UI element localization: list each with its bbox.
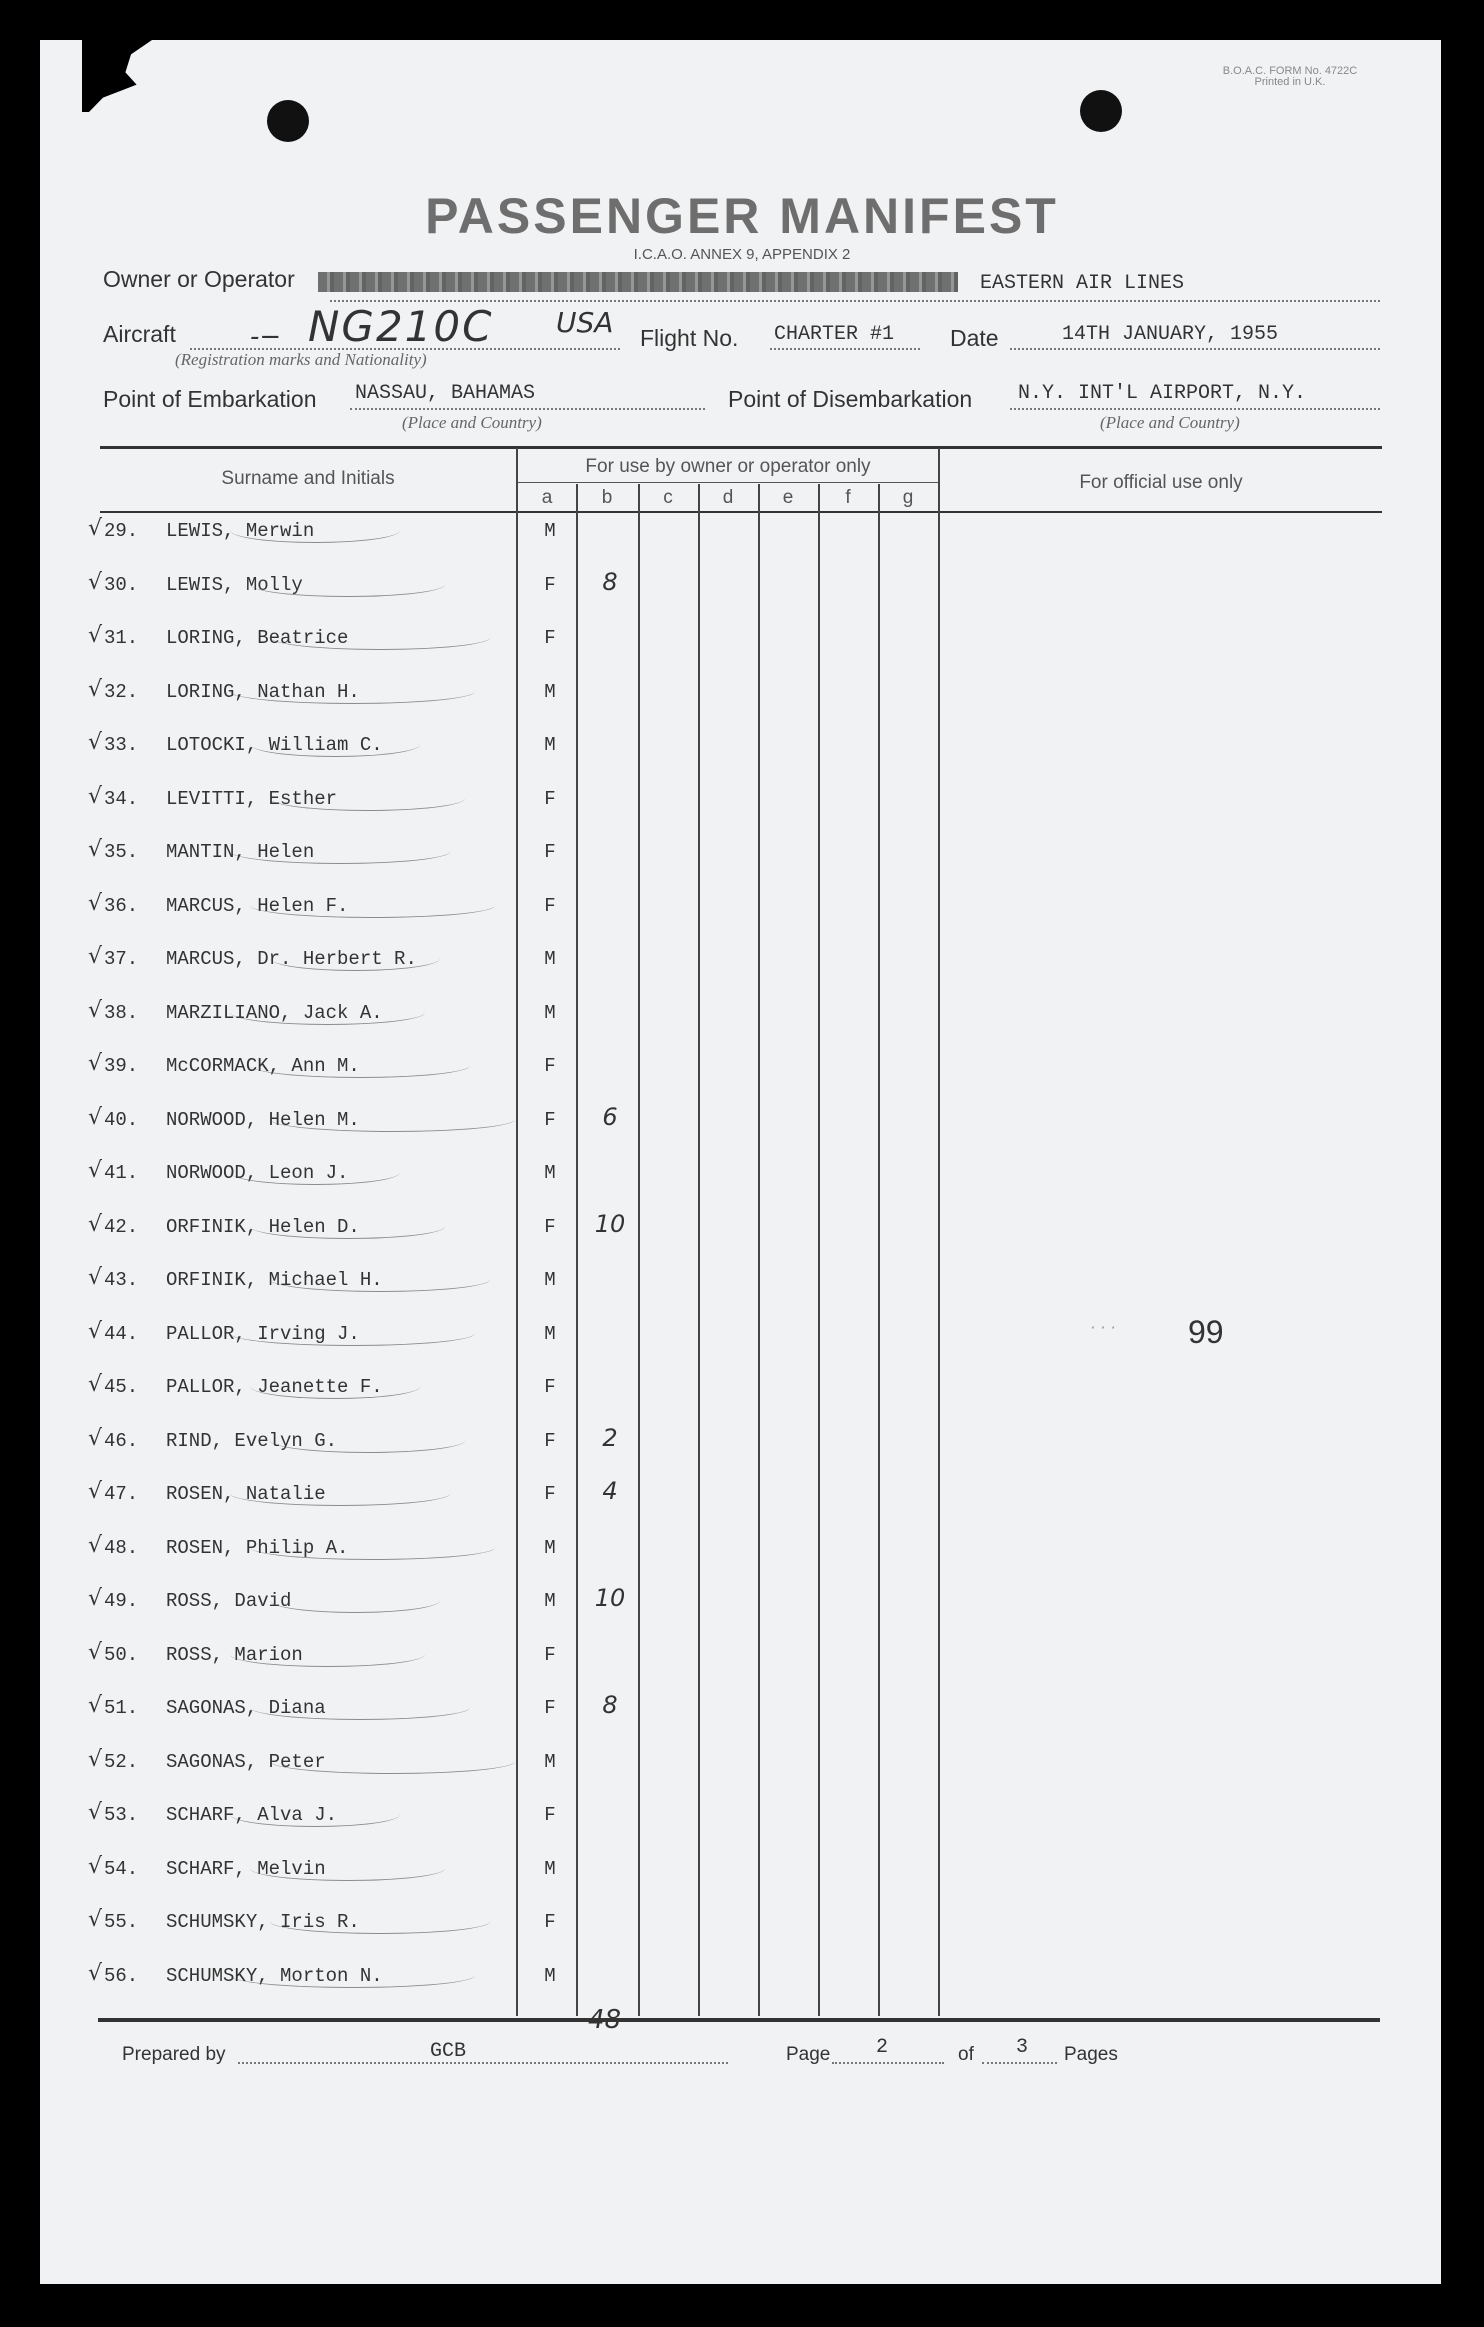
checkmark-icon: √ bbox=[88, 1212, 103, 1237]
passenger-name: ROSEN, Natalie bbox=[166, 1483, 326, 1505]
checkmark-icon: √ bbox=[88, 784, 103, 809]
passenger-sex: M bbox=[544, 1323, 556, 1345]
table-row bbox=[0, 730, 1484, 764]
row-number: 32. bbox=[104, 681, 139, 703]
pen-stroke bbox=[230, 1642, 425, 1667]
table-row bbox=[0, 1424, 1484, 1460]
column-b-value: 4 bbox=[602, 1477, 618, 1505]
row-number: 52. bbox=[104, 1751, 139, 1773]
table-row bbox=[0, 1533, 1484, 1567]
passenger-sex: M bbox=[544, 1269, 556, 1291]
prepared-line bbox=[238, 2062, 728, 2064]
checkmark-icon: √ bbox=[88, 837, 103, 862]
passenger-name: ROSEN, Philip A. bbox=[166, 1537, 349, 1559]
checkmark-icon: √ bbox=[88, 730, 103, 755]
checkmark-icon: √ bbox=[88, 570, 103, 595]
col-divider bbox=[638, 484, 640, 2016]
passenger-name: LOTOCKI, William C. bbox=[166, 734, 383, 756]
faint-mark: · · · bbox=[1090, 1318, 1116, 1337]
passenger-name: SCHARF, Melvin bbox=[166, 1858, 326, 1880]
header-bottom-rule bbox=[100, 511, 1382, 513]
passenger-sex: F bbox=[544, 1911, 556, 1933]
table-row bbox=[0, 1477, 1484, 1513]
aircraft-nationality: USA bbox=[556, 306, 614, 339]
embarkation-value: NASSAU, BAHAMAS bbox=[355, 382, 536, 405]
table-row bbox=[0, 1103, 1484, 1139]
checkmark-icon: √ bbox=[88, 1907, 103, 1932]
passenger-name: MARCUS, Dr. Herbert R. bbox=[166, 948, 417, 970]
column-b-value: 8 bbox=[602, 568, 618, 596]
table-row bbox=[0, 1051, 1484, 1085]
passenger-name: SCHUMSKY, Morton N. bbox=[166, 1965, 383, 1987]
checkmark-icon: √ bbox=[88, 1319, 103, 1344]
pen-stroke bbox=[230, 1160, 400, 1185]
pages-label: Pages bbox=[1064, 2044, 1118, 2065]
aircraft-note: (Registration marks and Nationality) bbox=[175, 350, 427, 369]
col-divider bbox=[878, 484, 880, 2016]
table-row bbox=[0, 784, 1484, 818]
row-number: 43. bbox=[104, 1269, 139, 1291]
checkmark-icon: √ bbox=[88, 1693, 103, 1718]
passenger-sex: F bbox=[544, 1216, 556, 1238]
passenger-name: RIND, Evelyn G. bbox=[166, 1430, 338, 1452]
pen-stroke bbox=[230, 839, 450, 864]
passenger-sex: F bbox=[544, 1804, 556, 1826]
checkmark-icon: √ bbox=[88, 1479, 103, 1504]
row-number: 38. bbox=[104, 1002, 139, 1024]
checkmark-icon: √ bbox=[88, 1640, 103, 1665]
embarkation-line bbox=[350, 408, 705, 410]
passenger-sex: F bbox=[544, 1430, 556, 1452]
passenger-name: SAGONAS, Diana bbox=[166, 1697, 326, 1719]
row-number: 42. bbox=[104, 1216, 139, 1238]
passenger-sex: F bbox=[544, 895, 556, 917]
sub-col-b: b bbox=[601, 487, 613, 508]
sub-col-f: f bbox=[845, 487, 851, 508]
pen-stroke bbox=[250, 1214, 445, 1239]
disembarkation-note: (Place and Country) bbox=[1100, 413, 1240, 432]
table-row bbox=[0, 1372, 1484, 1406]
owner-label: Owner or Operator bbox=[103, 266, 295, 292]
pen-stroke bbox=[230, 1802, 400, 1827]
sub-col-g: g bbox=[902, 487, 914, 508]
of-line bbox=[982, 2062, 1057, 2064]
passenger-name: LEVITTI, Esther bbox=[166, 788, 338, 810]
page-label: Page bbox=[786, 2044, 831, 2065]
owner-subheader-rule bbox=[518, 482, 938, 483]
flight-label: Flight No. bbox=[640, 325, 739, 351]
checkmark-icon: √ bbox=[88, 1265, 103, 1290]
row-number: 41. bbox=[104, 1162, 139, 1184]
passenger-sex: M bbox=[544, 1537, 556, 1559]
row-number: 54. bbox=[104, 1858, 139, 1880]
page-subtitle: I.C.A.O. ANNEX 9, APPENDIX 2 bbox=[633, 246, 851, 263]
checkmark-icon: √ bbox=[88, 1586, 103, 1611]
disembarkation-line bbox=[1010, 408, 1380, 410]
checkmark-icon: √ bbox=[88, 1961, 103, 1986]
owner-value: EASTERN AIR LINES bbox=[980, 272, 1185, 295]
table-row bbox=[0, 516, 1484, 550]
pen-stroke bbox=[230, 1321, 475, 1346]
passenger-name: LORING, Nathan H. bbox=[166, 681, 360, 703]
pen-stroke bbox=[270, 1428, 465, 1453]
checkmark-icon: √ bbox=[88, 1051, 103, 1076]
table-row bbox=[0, 1584, 1484, 1620]
passenger-name: SCHUMSKY, Iris R. bbox=[166, 1911, 360, 1933]
disembarkation-label: Point of Disembarkation bbox=[728, 386, 973, 412]
of-value: 3 bbox=[1016, 2036, 1029, 2059]
row-number: 44. bbox=[104, 1323, 139, 1345]
checkmark-icon: √ bbox=[88, 1158, 103, 1183]
passenger-sex: F bbox=[544, 1055, 556, 1077]
table-row bbox=[0, 944, 1484, 978]
table-row bbox=[0, 1961, 1484, 1995]
pen-stroke bbox=[270, 1909, 490, 1934]
row-number: 47. bbox=[104, 1483, 139, 1505]
passenger-name: SCHARF, Alva J. bbox=[166, 1804, 338, 1826]
b-column-total: 48 bbox=[588, 2005, 622, 2035]
row-number: 36. bbox=[104, 895, 139, 917]
aircraft-label: Aircraft bbox=[103, 321, 176, 347]
date-label: Date bbox=[950, 325, 999, 351]
passenger-name: ORFINIK, Helen D. bbox=[166, 1216, 360, 1238]
date-value: 14TH JANUARY, 1955 bbox=[1062, 323, 1279, 346]
passenger-sex: M bbox=[544, 1751, 556, 1773]
passenger-sex: F bbox=[544, 788, 556, 810]
passenger-name: MARZILIANO, Jack A. bbox=[166, 1002, 383, 1024]
checkmark-icon: √ bbox=[88, 623, 103, 648]
passenger-name: ROSS, David bbox=[166, 1590, 292, 1612]
passenger-name: ORFINIK, Michael H. bbox=[166, 1269, 383, 1291]
row-number: 31. bbox=[104, 627, 139, 649]
row-number: 30. bbox=[104, 574, 139, 596]
checkmark-icon: √ bbox=[88, 1747, 103, 1772]
row-number: 46. bbox=[104, 1430, 139, 1452]
passenger-sex: M bbox=[544, 1965, 556, 1987]
row-number: 37. bbox=[104, 948, 139, 970]
table-row bbox=[0, 623, 1484, 657]
passenger-sex: F bbox=[544, 574, 556, 596]
col-divider bbox=[576, 484, 578, 2016]
pen-stroke bbox=[270, 1588, 440, 1613]
pen-stroke bbox=[250, 572, 445, 597]
passenger-sex: F bbox=[544, 627, 556, 649]
flight-line bbox=[770, 348, 920, 350]
passenger-sex: F bbox=[544, 1697, 556, 1719]
col-divider bbox=[818, 484, 820, 2016]
checkmark-icon: √ bbox=[88, 1426, 103, 1451]
passenger-name: PALLOR, Irving J. bbox=[166, 1323, 360, 1345]
table-row bbox=[0, 1747, 1484, 1781]
row-number: 53. bbox=[104, 1804, 139, 1826]
table-row bbox=[0, 568, 1484, 604]
column-b-value: 6 bbox=[602, 1103, 618, 1131]
row-number: 33. bbox=[104, 734, 139, 756]
column-b-value: 2 bbox=[602, 1424, 618, 1452]
pen-stroke bbox=[250, 1695, 470, 1720]
row-number: 34. bbox=[104, 788, 139, 810]
passenger-name: SAGONAS, Peter bbox=[166, 1751, 326, 1773]
table-bottom-rule bbox=[98, 2018, 1380, 2022]
row-number: 45. bbox=[104, 1376, 139, 1398]
prepared-label: Prepared by bbox=[122, 2044, 226, 2065]
passenger-name: PALLOR, Jeanette F. bbox=[166, 1376, 383, 1398]
pen-stroke bbox=[230, 518, 400, 543]
page-title: PASSENGER MANIFEST bbox=[425, 188, 1059, 244]
checkmark-icon: √ bbox=[88, 1372, 103, 1397]
pen-stroke bbox=[270, 1267, 490, 1292]
pen-stroke bbox=[230, 1000, 425, 1025]
col-official-header: For official use only bbox=[1079, 472, 1243, 493]
checkmark-icon: √ bbox=[88, 891, 103, 916]
aircraft-registration: NG210C bbox=[308, 302, 494, 351]
passenger-sex: F bbox=[544, 1109, 556, 1131]
passenger-name: McCORMACK, Ann M. bbox=[166, 1055, 360, 1077]
passenger-sex: M bbox=[544, 734, 556, 756]
table-row bbox=[0, 1319, 1484, 1353]
pen-stroke bbox=[250, 1053, 470, 1078]
sub-col-e: e bbox=[782, 487, 794, 508]
passenger-name: NORWOOD, Helen M. bbox=[166, 1109, 360, 1131]
flight-value: CHARTER #1 bbox=[774, 323, 895, 346]
embarkation-label: Point of Embarkation bbox=[103, 386, 317, 412]
row-number: 40. bbox=[104, 1109, 139, 1131]
table-row bbox=[0, 891, 1484, 925]
table-row bbox=[0, 1854, 1484, 1888]
passenger-name: MARCUS, Helen F. bbox=[166, 895, 349, 917]
table-row bbox=[0, 1691, 1484, 1727]
of-label: of bbox=[958, 2044, 974, 2065]
col-owner-header: For use by owner or operator only bbox=[585, 456, 871, 477]
disembarkation-value: N.Y. INT'L AIRPORT, N.Y. bbox=[1018, 382, 1307, 405]
pen-stroke bbox=[270, 625, 490, 650]
pen-stroke bbox=[230, 1963, 475, 1988]
table-row bbox=[0, 998, 1484, 1032]
pen-stroke bbox=[270, 786, 465, 811]
column-b-value: 8 bbox=[602, 1691, 618, 1719]
pen-stroke bbox=[250, 1374, 420, 1399]
table-row bbox=[0, 1210, 1484, 1246]
checkmark-icon: √ bbox=[88, 1533, 103, 1558]
pen-stroke bbox=[250, 893, 495, 918]
sub-col-c: c bbox=[663, 487, 673, 508]
pen-stroke bbox=[250, 1535, 495, 1560]
row-number: 50. bbox=[104, 1644, 139, 1666]
row-number: 35. bbox=[104, 841, 139, 863]
passenger-sex: M bbox=[544, 1002, 556, 1024]
row-number: 49. bbox=[104, 1590, 139, 1612]
pen-stroke bbox=[230, 679, 475, 704]
passenger-sex: M bbox=[544, 1162, 556, 1184]
struck-out-text bbox=[318, 272, 958, 292]
passenger-sex: M bbox=[544, 520, 556, 542]
prepared-value: GCB bbox=[430, 2040, 467, 2063]
printed-in: Printed in U.K. bbox=[1254, 76, 1326, 88]
table-row bbox=[0, 1800, 1484, 1834]
passenger-sex: F bbox=[544, 1376, 556, 1398]
sub-col-a: a bbox=[541, 487, 553, 508]
passenger-sex: M bbox=[544, 948, 556, 970]
form-number: B.O.A.C. FORM No. 4722C bbox=[1222, 65, 1358, 77]
pen-stroke bbox=[230, 1481, 450, 1506]
checkmark-icon: √ bbox=[88, 516, 103, 541]
checkmark-icon: √ bbox=[88, 1105, 103, 1130]
table-row bbox=[0, 677, 1484, 711]
header-top-rule bbox=[100, 446, 1382, 449]
pen-stroke bbox=[250, 1856, 445, 1881]
col-divider bbox=[698, 484, 700, 2016]
checkmark-icon: √ bbox=[88, 1854, 103, 1879]
passenger-sex: F bbox=[544, 1483, 556, 1505]
col-divider bbox=[758, 484, 760, 2016]
checkmark-icon: √ bbox=[88, 1800, 103, 1825]
passenger-name: LORING, Beatrice bbox=[166, 627, 349, 649]
row-number: 29. bbox=[104, 520, 139, 542]
row-number: 39. bbox=[104, 1055, 139, 1077]
pen-stroke bbox=[270, 1107, 515, 1132]
row-number: 48. bbox=[104, 1537, 139, 1559]
checkmark-icon: √ bbox=[88, 677, 103, 702]
passenger-name: LEWIS, Merwin bbox=[166, 520, 315, 542]
row-number: 56. bbox=[104, 1965, 139, 1987]
column-b-value: 10 bbox=[594, 1584, 626, 1612]
embarkation-note: (Place and Country) bbox=[402, 413, 542, 432]
page-value: 2 bbox=[876, 2036, 889, 2059]
passenger-sex: M bbox=[544, 681, 556, 703]
col-name-header: Surname and Initials bbox=[221, 468, 395, 489]
pen-stroke bbox=[270, 1749, 515, 1774]
table-row bbox=[0, 1158, 1484, 1192]
table-row bbox=[0, 1265, 1484, 1299]
punch-hole-left bbox=[267, 100, 309, 142]
passenger-name: LEWIS, Molly bbox=[166, 574, 303, 596]
official-mark: 99 bbox=[1188, 1314, 1224, 1350]
table-row bbox=[0, 1640, 1484, 1674]
passenger-sex: M bbox=[544, 1858, 556, 1880]
passenger-sex: M bbox=[544, 1590, 556, 1612]
table-row bbox=[0, 1907, 1484, 1941]
pen-stroke bbox=[270, 946, 440, 971]
passenger-sex: F bbox=[544, 1644, 556, 1666]
passenger-name: ROSS, Marion bbox=[166, 1644, 303, 1666]
form-reference bbox=[1200, 66, 1380, 88]
pen-stroke bbox=[250, 732, 420, 757]
strike-mark: -− bbox=[250, 322, 282, 352]
punch-hole-right bbox=[1080, 90, 1122, 132]
sub-col-d: d bbox=[722, 487, 734, 508]
table-row bbox=[0, 837, 1484, 871]
date-line bbox=[1010, 348, 1380, 350]
checkmark-icon: √ bbox=[88, 944, 103, 969]
passenger-name: NORWOOD, Leon J. bbox=[166, 1162, 349, 1184]
row-number: 55. bbox=[104, 1911, 139, 1933]
row-number: 51. bbox=[104, 1697, 139, 1719]
checkmark-icon: √ bbox=[88, 998, 103, 1023]
passenger-name: MANTIN, Helen bbox=[166, 841, 315, 863]
page-line bbox=[832, 2062, 944, 2064]
passenger-sex: F bbox=[544, 841, 556, 863]
column-b-value: 10 bbox=[594, 1210, 626, 1238]
